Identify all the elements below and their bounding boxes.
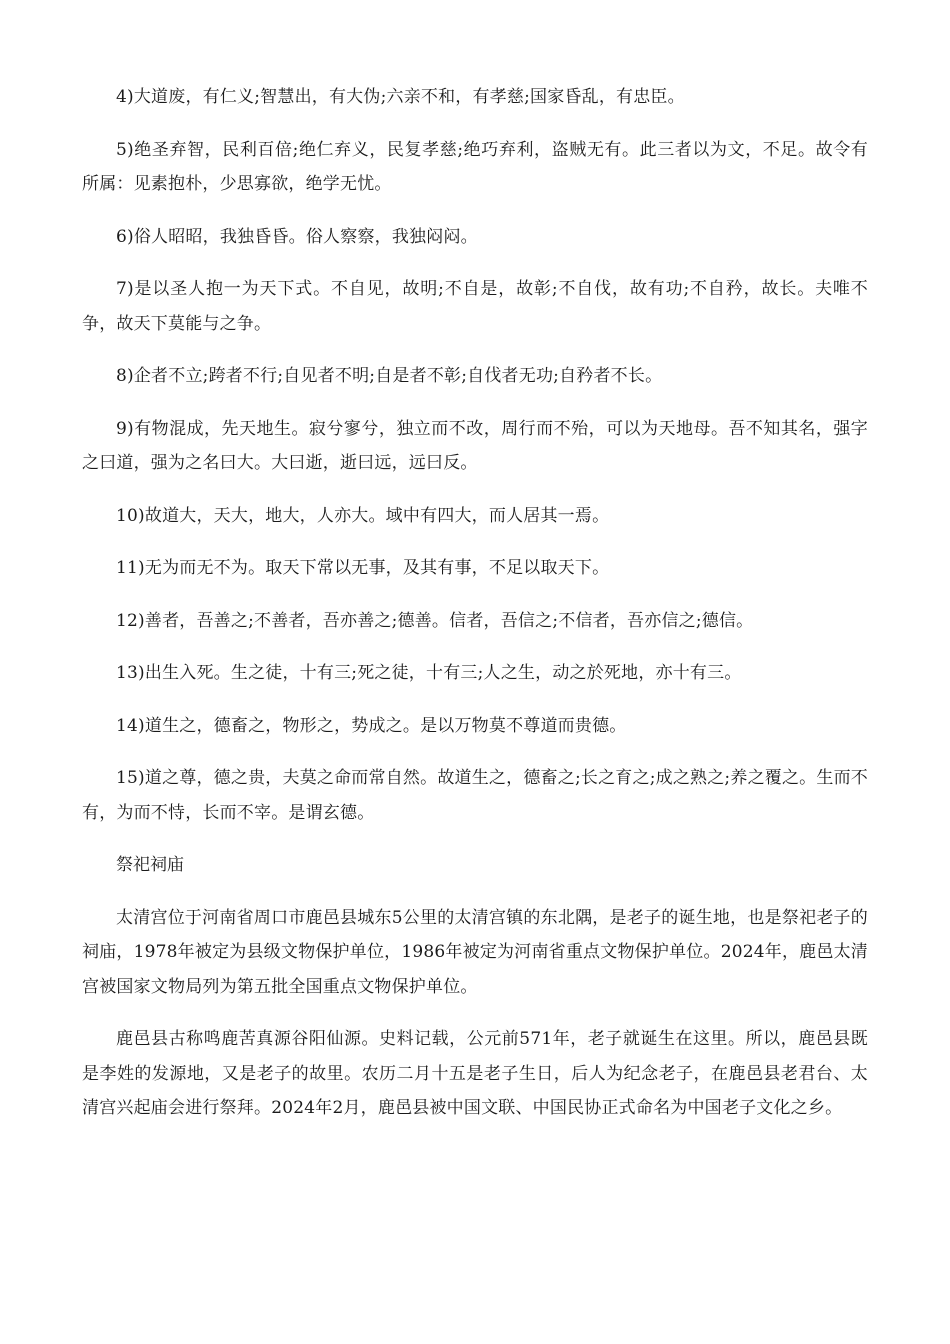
section-heading: 祭祀祠庙 <box>116 855 184 875</box>
luyi-county-paragraph: 鹿邑县古称鸣鹿苦真源谷阳仙源。史料记载，公元前571年，老子就诞生在这里。所以，鹿邑县既是李姓的发源地，又是老子的故里。农历二月十五是老子生日，后人为纪念老子，在鹿邑县老君台、太清宫兴起庙会进行祭拜。2024年2月，鹿邑县被中国文联、中国民协正式命名为中国老子文化之乡。 <box>82 1029 868 1118</box>
quote-paragraph-14: 14)道生之，德畜之，物形之，势成之。是以万物莫不尊道而贵德。 <box>116 715 627 736</box>
quote-paragraph-5: 5)绝圣弃智，民利百倍;绝仁弃义，民复孝慈;绝巧弃利，盗贼无有。此三者以为文，不足。故令有所属：见素抱朴，少思寡欲，绝学无忧。 <box>82 139 868 194</box>
quote-paragraph-10: 10)故道大，天大，地大，人亦大。域中有四大，而人居其一焉。 <box>116 505 610 526</box>
quote-paragraph-8: 8)企者不立;跨者不行;自见者不明;自是者不彰;自伐者无功;自矜者不长。 <box>116 366 663 386</box>
quote-paragraph-12: 12)善者，吾善之;不善者，吾亦善之;德善。信者，吾信之;不信者，吾亦信之;德信。 <box>116 610 754 631</box>
quote-paragraph-13: 13)出生入死。生之徒，十有三;死之徒，十有三;人之生，动之於死地，亦十有三。 <box>116 663 742 683</box>
taiqing-palace-paragraph: 太清宫位于河南省周口市鹿邑县城东5公里的太清宫镇的东北隅，是老子的诞生地，也是祭祀老子的祠庙，1978年被定为县级文物保护单位，1986年被定为河南省重点文物保护单位。2024年，鹿邑太清宫被国家文物局列为第五批全国重点文物保护单位。 <box>82 907 868 997</box>
quote-paragraph-11: 11)无为而无不为。取天下常以无事，及其有事，不足以取天下。 <box>116 558 610 578</box>
quote-paragraph-4: 4)大道废，有仁义;智慧出，有大伪;六亲不和，有孝慈;国家昏乱，有忠臣。 <box>116 87 685 107</box>
quote-paragraph-15: 15)道之尊，德之贵，夫莫之命而常自然。故道生之，德畜之;长之育之;成之熟之;养之覆之。生而不有，为而不恃，长而不宰。是谓玄德。 <box>82 768 868 823</box>
quote-paragraph-6: 6)俗人昭昭，我独昏昏。俗人察察，我独闷闷。 <box>116 226 478 247</box>
quote-paragraph-7: 7)是以圣人抱一为天下式。不自见，故明;不自是，故彰;不自伐，故有功;不自矜，故长。夫唯不争，故天下莫能与之争。 <box>82 279 868 334</box>
quote-paragraph-9: 9)有物混成，先天地生。寂兮寥兮，独立而不改，周行而不殆，可以为天地母。吾不知其名，强字之曰道，强为之名曰大。大曰逝，逝曰远，远曰反。 <box>82 418 868 473</box>
